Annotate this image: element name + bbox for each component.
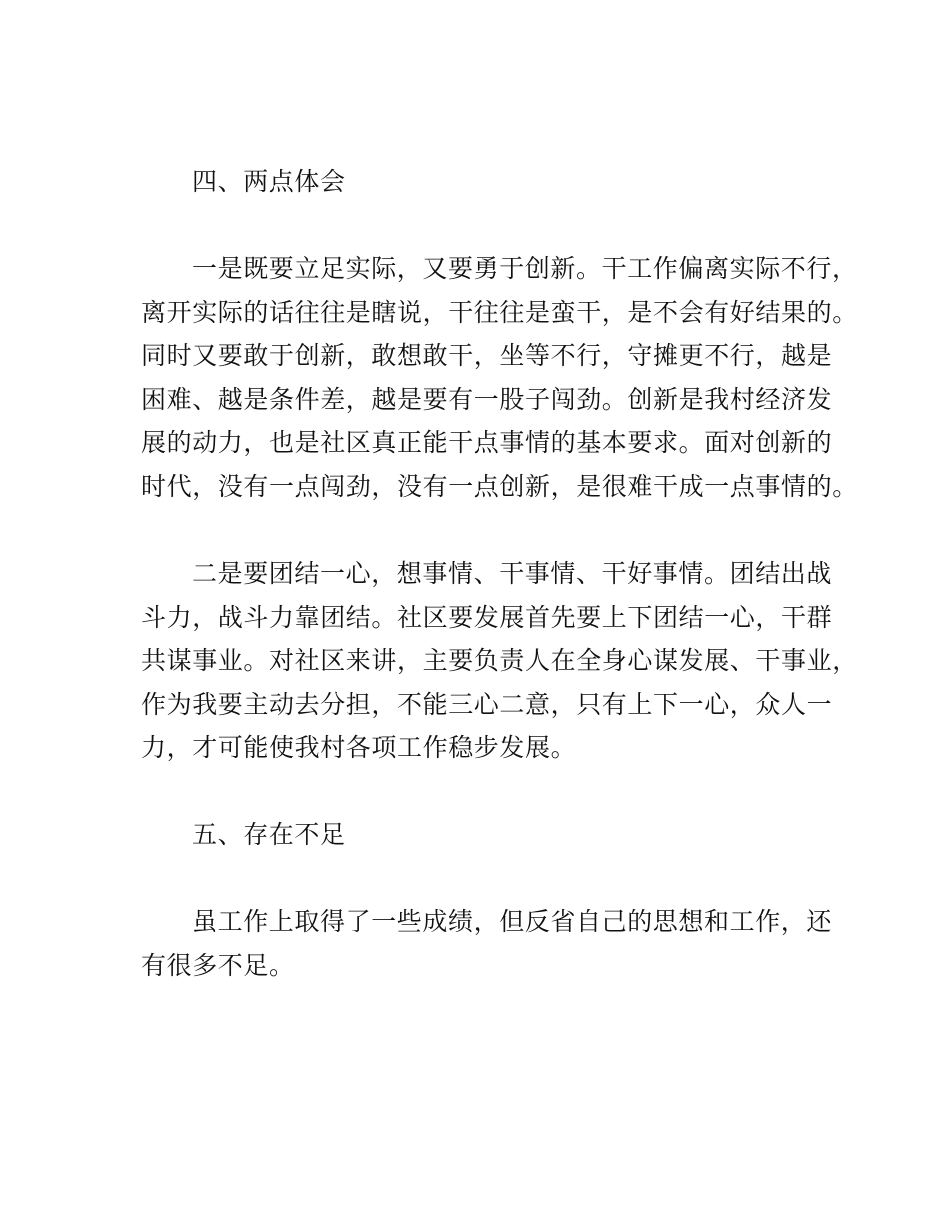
paragraph-line: 展的动力，也是社区真正能干点事情的基本要求。面对创新的 (141, 428, 833, 458)
paragraph-line: 有很多不足。 (141, 950, 295, 980)
section-5-heading (141, 813, 821, 857)
paragraph-line: 困难、越是条件差，越是要有一股子闯劲。创新是我村经济发 (141, 384, 833, 414)
paragraph-line: 同时又要敢于创新，敢想敢干，坐等不行，守摊更不行，越是 (141, 341, 833, 371)
heading-text: 四、两点体会 (192, 167, 346, 196)
section-4-paragraph-2 (141, 552, 858, 770)
paragraph-line: 力，才可能使我村各项工作稳步发展。 (141, 733, 577, 763)
paragraph-line: 斗力，战斗力靠团结。社区要发展首先要上下团结一心，干群 (141, 602, 833, 632)
heading-text: 五、存在不足 (192, 820, 346, 849)
paragraph-line: 一是既要立足实际，又要勇于创新。干工作偏离实际不行， (192, 254, 858, 283)
paragraph-line: 虽工作上取得了一些成绩，但反省自己的思想和工作，还 (192, 907, 833, 936)
paragraph-line: 二是要团结一心，想事情、干事情、干好事情。团结出战 (192, 559, 833, 588)
section-4-heading (141, 160, 821, 204)
paragraph-line: 离开实际的话往往是瞎说，干往往是蛮干，是不会有好结果的。 (141, 297, 858, 327)
section-5-paragraph-1 (141, 900, 833, 987)
paragraph-line: 共谋事业。对社区来讲，主要负责人在全身心谋发展、干事业， (141, 646, 858, 676)
paragraph-line: 作为我要主动去分担，不能三心二意，只有上下一心，众人一 (141, 689, 833, 719)
section-4-paragraph-1 (141, 247, 858, 509)
paragraph-line: 时代，没有一点闯劲，没有一点创新，是很难干成一点事情的。 (141, 471, 858, 501)
